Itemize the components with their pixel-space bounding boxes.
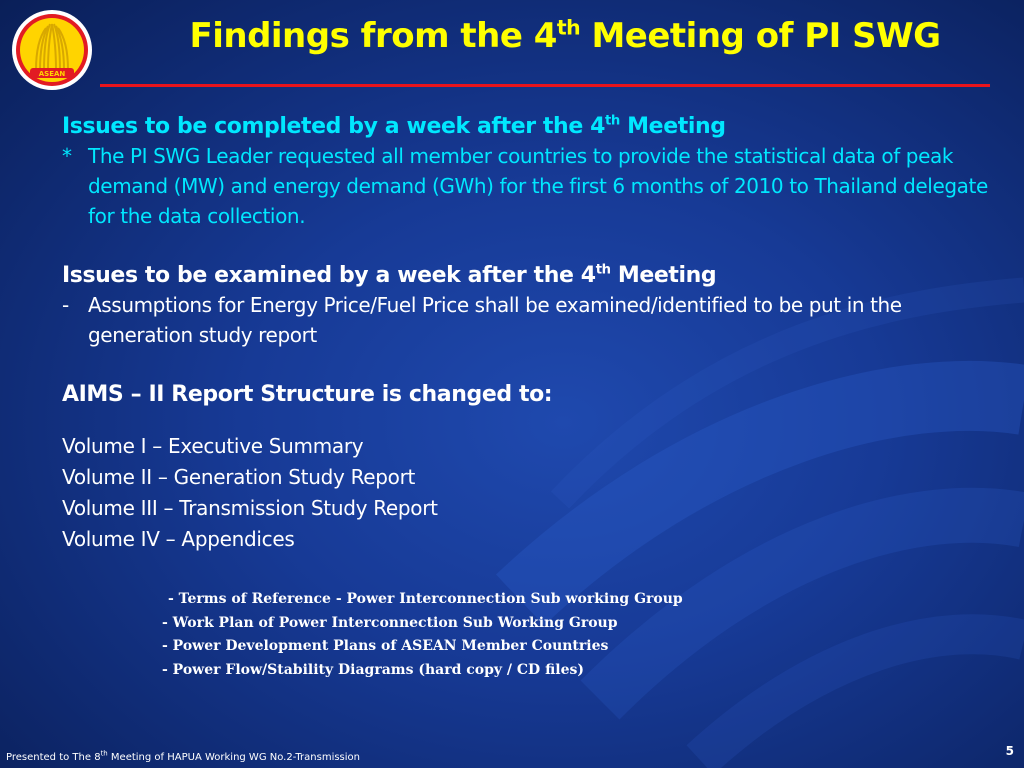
svg-text:ASEAN: ASEAN	[38, 70, 66, 78]
section1-bullet: * The PI SWG Leader requested all member countries to provide the statistical data of peak demand (MW) and energy demand (GWh) for the first 6 months of 2010 to Thailand delegate for the data collection.	[62, 141, 992, 231]
slide-body	[62, 112, 992, 555]
section1-heading: Issues to be completed by a week after the 4th Meeting	[62, 113, 726, 139]
volume-item: Volume III – Transmission Study Report	[62, 496, 438, 520]
page-number: 5	[1005, 744, 1014, 758]
section2-heading: Issues to be examined by a week after the 4th Meeting	[62, 262, 717, 288]
asean-logo	[10, 8, 94, 92]
appendix-item: - Work Plan of Power Interconnection Sub Working Group	[162, 614, 618, 631]
slide-title: Findings from the 4th Meeting of PI SWG	[189, 15, 941, 56]
appendix-item: - Power Development Plans of ASEAN Member Countries	[162, 638, 609, 654]
appendices-list	[162, 588, 683, 682]
volume-item: Volume II – Generation Study Report	[62, 465, 416, 489]
title-divider	[100, 84, 990, 87]
appendix-item: - Power Flow/Stability Diagrams (hard copy / CD files)	[162, 661, 584, 678]
volume-item: Volume I – Executive Summary	[62, 434, 364, 458]
section2-bullet: - Assumptions for Energy Price/Fuel Price shall be examined/identified to be put in the generation study report	[62, 290, 992, 350]
volume-item: Volume IV – Appendices	[62, 527, 295, 551]
section3-heading: AIMS – II Report Structure is changed to:	[62, 382, 553, 407]
dash-bullet: -	[62, 293, 69, 317]
asterisk-bullet: *	[62, 144, 72, 168]
appendix-item: - Terms of Reference - Power Interconnection Sub working Group	[168, 591, 683, 607]
slide-footer: Presented to The 8th Meeting of HAPUA Working WG No.2-Transmission	[6, 749, 361, 763]
